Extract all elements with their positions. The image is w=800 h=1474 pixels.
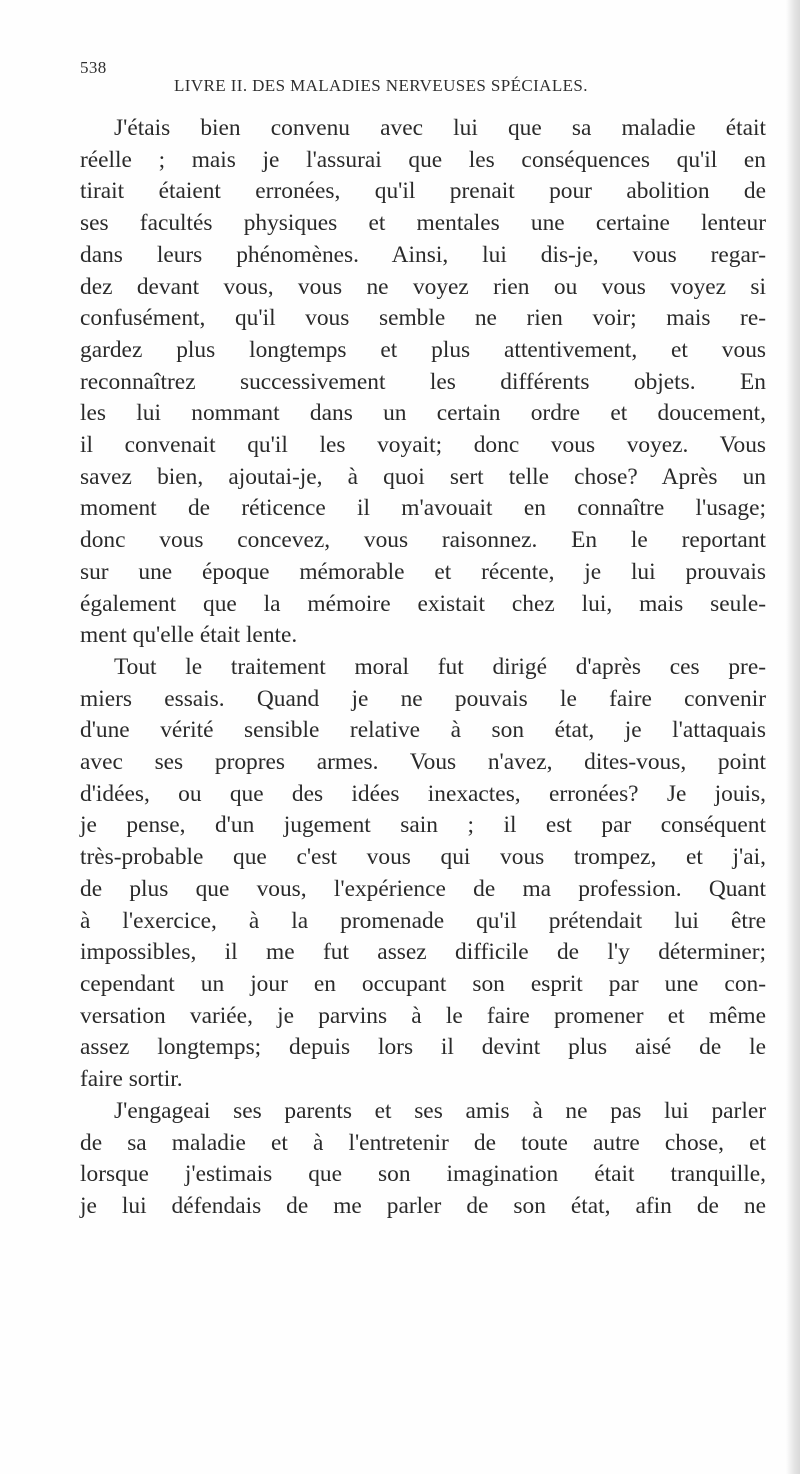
text-line: réelle ; mais je l'assurai que les conséquences qu'il en — [80, 146, 766, 173]
text-line: très-probable que c'est vous qui vous trompez, et j'ai, — [80, 844, 766, 871]
text-line: sur une époque mémorable et récente, je lui prouvais — [80, 558, 766, 585]
text-line: assez longtemps; depuis lors il devint plus aisé de le — [80, 1034, 766, 1061]
text-line: avec ses propres armes. Vous n'avez, dites-vous, point — [80, 749, 766, 776]
text-line: à l'exercice, à la promenade qu'il prétendait lui être — [80, 907, 766, 934]
text-line: dans leurs phénomènes. Ainsi, lui dis-je, vous regar- — [80, 241, 766, 268]
text-line: d'idées, ou que des idées inexactes, erronées? Je jouis, — [80, 780, 766, 807]
text-line: J'étais bien convenu avec lui que sa maladie était — [114, 115, 766, 141]
text-line: les lui nommant dans un certain ordre et doucement, — [80, 400, 766, 427]
text-line: J'engageai ses parents et ses amis à ne pas lui parler — [114, 1097, 766, 1124]
text-line: ses facultés physiques et mentales une certaine lenteur — [80, 210, 766, 237]
text-line: miers essais. Quand je ne pouvais le faire convenir — [80, 685, 766, 712]
text-line: ment qu'elle était lente. — [80, 622, 298, 649]
text-line: également que la mémoire existait chez lui, mais seule- — [80, 590, 766, 617]
text-line: gardez plus longtemps et plus attentivement, et vous — [80, 336, 766, 363]
text-line: donc vous concevez, vous raisonnez. En le reportant — [80, 527, 766, 554]
text-line: dez devant vous, vous ne voyez rien ou vous voyez si — [80, 273, 766, 300]
text-line: impossibles, il me fut assez difficile de l'y déterminer; — [80, 939, 766, 966]
text-line: de sa maladie et à l'entretenir de toute autre chose, et — [80, 1129, 766, 1156]
running-header — [80, 58, 770, 95]
text-line: Tout le traitement moral fut dirigé d'après ces pre- — [114, 653, 766, 680]
text-line: d'une vérité sensible relative à son état, je l'attaquais — [80, 717, 766, 744]
paragraph-1 — [80, 113, 766, 652]
paragraph-3 — [80, 1096, 766, 1223]
page-number: 538 — [80, 58, 107, 77]
text-line: il convenait qu'il les voyait; donc vous voyez. Vous — [80, 432, 766, 459]
text-line: lorsque j'estimais que son imagination était tranquille, — [80, 1161, 766, 1188]
text-line: je lui défendais de me parler de son état, afin de ne — [80, 1192, 766, 1219]
page-edge-shadow — [786, 0, 800, 1474]
text-line: savez bien, ajoutai-je, à quoi sert telle chose? Après un — [80, 463, 766, 490]
text-line: confusément, qu'il vous semble ne rien voir; mais re- — [80, 305, 766, 332]
text-line: moment de réticence il m'avouait en connaître l'usage; — [80, 495, 766, 522]
text-line: faire sortir. — [80, 1066, 183, 1093]
text-line: de plus que vous, l'expérience de ma profession. Quant — [80, 875, 766, 902]
text-line: cependant un jour en occupant son esprit par une con- — [80, 970, 766, 997]
paragraph-2 — [80, 652, 766, 1096]
text-line: je pense, d'un jugement sain ; il est par conséquent — [80, 812, 766, 839]
body-text — [80, 113, 766, 1223]
running-title: LIVRE II. DES MALADIES NERVEUSES SPÉCIALES. — [174, 76, 588, 95]
text-line: reconnaîtrez successivement les différents objets. En — [80, 368, 766, 395]
text-line: versation variée, je parvins à le faire promener et même — [80, 1002, 766, 1029]
text-line: tirait étaient erronées, qu'il prenait pour abolition de — [80, 178, 766, 205]
